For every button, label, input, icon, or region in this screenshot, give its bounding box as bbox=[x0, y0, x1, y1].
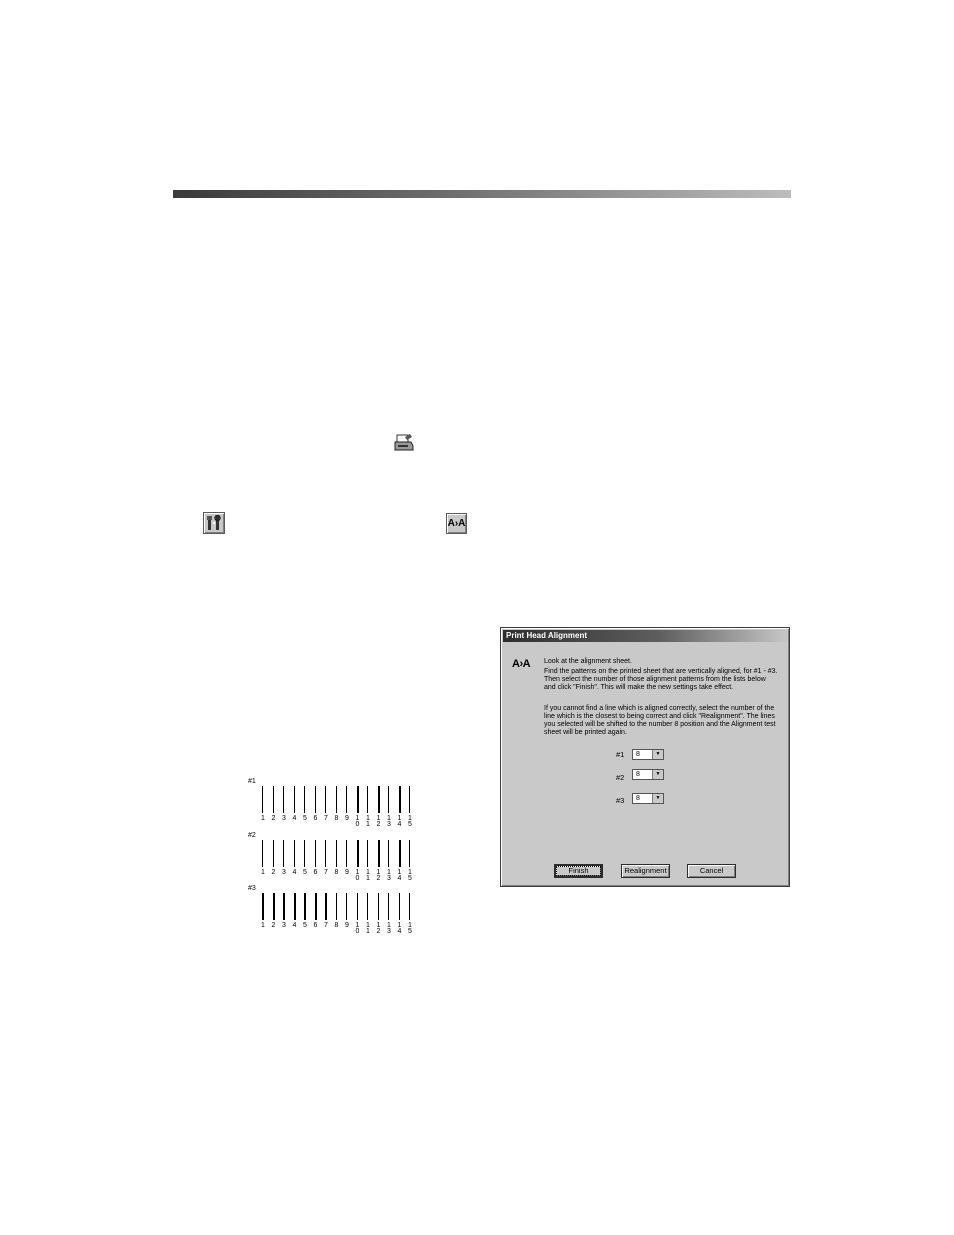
pattern-number: 7 bbox=[324, 815, 328, 822]
pattern-number: 1 bbox=[408, 922, 412, 929]
pattern-number: 1 bbox=[366, 922, 370, 929]
pattern-number: 4 bbox=[292, 922, 297, 929]
pattern-number: 1 bbox=[261, 869, 265, 876]
pattern-number: 0 bbox=[355, 875, 360, 882]
alignment-pattern-line bbox=[409, 893, 410, 920]
pattern-group-label: #3 bbox=[248, 885, 256, 892]
alignment-pattern-line bbox=[336, 893, 337, 920]
select-value-1: 8 bbox=[636, 751, 640, 758]
instruction-line-1: Look at the alignment sheet. bbox=[544, 658, 632, 665]
alignment-pattern-line bbox=[315, 840, 316, 867]
alignment-pattern-line bbox=[388, 786, 389, 813]
chevron-down-icon[interactable]: ▼ bbox=[652, 794, 663, 803]
alignment-pattern-line bbox=[325, 786, 326, 813]
alignment-pattern-line bbox=[273, 893, 275, 920]
printer-icon bbox=[394, 434, 414, 452]
pattern-number: 8 bbox=[334, 922, 339, 929]
alignment-pattern-line bbox=[388, 893, 389, 920]
pattern-number: 1 bbox=[376, 869, 381, 876]
pattern-number: 5 bbox=[303, 869, 307, 876]
pattern-number: 2 bbox=[376, 928, 381, 935]
alignment-pattern-line bbox=[378, 786, 380, 813]
pattern-number: 4 bbox=[397, 928, 402, 935]
alignment-pattern-line bbox=[399, 840, 401, 867]
alignment-pattern-line bbox=[294, 893, 296, 920]
pattern-number: 1 bbox=[261, 815, 265, 822]
alignment-pattern-line bbox=[399, 786, 401, 813]
alignment-pattern-line bbox=[336, 786, 337, 813]
select-label-3: #3 bbox=[616, 796, 625, 805]
alignment-logo-icon: A›A bbox=[512, 658, 531, 670]
select-value-3: 8 bbox=[636, 795, 640, 802]
pattern-number: 1 bbox=[355, 922, 360, 929]
alignment-pattern-line bbox=[304, 893, 306, 920]
alignment-pattern-line bbox=[325, 893, 327, 920]
print-head-alignment-dialog bbox=[500, 627, 790, 887]
pattern-number: 5 bbox=[408, 875, 412, 882]
alignment-pattern-line bbox=[262, 786, 263, 813]
alignment-pattern-line bbox=[304, 840, 305, 867]
alignment-pattern-line bbox=[378, 893, 379, 920]
chevron-down-icon[interactable]: ▼ bbox=[652, 750, 663, 759]
alignment-pattern-line bbox=[367, 786, 368, 813]
alignment-pattern-line bbox=[336, 840, 337, 867]
chevron-down-icon[interactable]: ▼ bbox=[652, 770, 663, 779]
alignment-pattern-line bbox=[262, 893, 264, 920]
pattern-number: 3 bbox=[387, 821, 391, 828]
dialog-title: Print Head Alignment bbox=[503, 630, 787, 642]
alignment-sheet-illustration bbox=[244, 776, 424, 941]
alignment-pattern-line bbox=[388, 840, 389, 867]
pattern-number: 5 bbox=[408, 821, 412, 828]
alignment-pattern-line bbox=[399, 893, 400, 920]
instruction-paragraph-3: If you cannot find a line which is aligned correctly, select the number of the line which is the closest to being correct and click "Realignment". The lines you selected will be shifted to the number 8 position and the Alignment test sheet will be printed again. bbox=[544, 705, 776, 736]
pattern-group-label: #1 bbox=[248, 778, 256, 785]
pattern-number: 4 bbox=[292, 869, 297, 876]
alignment-pattern-line bbox=[273, 786, 274, 813]
pattern-number: 1 bbox=[366, 815, 370, 822]
section-header-rule bbox=[173, 190, 791, 198]
realignment-button[interactable]: Realignment bbox=[621, 864, 670, 878]
pattern-group-label: #2 bbox=[248, 832, 256, 839]
pattern-number: 7 bbox=[324, 922, 328, 929]
alignment-select-2[interactable] bbox=[632, 769, 664, 780]
alignment-pattern-line bbox=[378, 840, 380, 867]
pattern-number: 1 bbox=[408, 815, 412, 822]
alignment-pattern-line bbox=[315, 786, 316, 813]
alignment-pattern-line bbox=[346, 786, 347, 813]
alignment-pattern-line bbox=[262, 840, 263, 867]
print-head-alignment-icon: A›A bbox=[446, 513, 467, 534]
alignment-pattern-line bbox=[346, 840, 347, 867]
select-value-2: 8 bbox=[636, 771, 640, 778]
alignment-pattern-line bbox=[409, 840, 410, 867]
pattern-number: 1 bbox=[355, 815, 360, 822]
alignment-pattern-line bbox=[315, 893, 317, 920]
pattern-number: 6 bbox=[313, 922, 318, 929]
pattern-number: 1 bbox=[366, 869, 370, 876]
pattern-number: 4 bbox=[397, 821, 402, 828]
finish-button[interactable]: Finish bbox=[554, 864, 603, 878]
pattern-number: 9 bbox=[345, 922, 349, 929]
pattern-number: 1 bbox=[387, 815, 391, 822]
pattern-number: 6 bbox=[313, 869, 318, 876]
pattern-number: 2 bbox=[271, 869, 276, 876]
pattern-number: 1 bbox=[397, 869, 402, 876]
pattern-number: 0 bbox=[355, 821, 360, 828]
alignment-pattern-line bbox=[357, 893, 358, 920]
alignment-pattern-line bbox=[273, 840, 274, 867]
select-label-2: #2 bbox=[616, 773, 625, 782]
pattern-number: 4 bbox=[292, 815, 297, 822]
pattern-number: 1 bbox=[376, 815, 381, 822]
pattern-number: 9 bbox=[345, 815, 349, 822]
pattern-number: 1 bbox=[366, 821, 370, 828]
pattern-number: 4 bbox=[397, 875, 402, 882]
pattern-number: 2 bbox=[376, 821, 381, 828]
instruction-paragraph-2: Find the patterns on the printed sheet that are vertically aligned, for #1 - #3. Then select the number of those alignment patterns from the lists below and click "Finish". This will make the new settings take effect. bbox=[544, 668, 778, 691]
pattern-number: 2 bbox=[271, 815, 276, 822]
pattern-number: 3 bbox=[387, 875, 391, 882]
pattern-number: 1 bbox=[366, 928, 370, 935]
pattern-number: 1 bbox=[261, 922, 265, 929]
select-label-1: #1 bbox=[616, 750, 625, 759]
pattern-number: 2 bbox=[271, 922, 276, 929]
pattern-number: 1 bbox=[355, 869, 360, 876]
pattern-number: 0 bbox=[355, 928, 360, 935]
alignment-pattern-line bbox=[346, 893, 347, 920]
alignment-pattern-line bbox=[283, 893, 285, 920]
pattern-number: 3 bbox=[282, 815, 286, 822]
alignment-select-3[interactable] bbox=[632, 793, 664, 804]
alignment-pattern-line bbox=[283, 840, 284, 867]
pattern-number: 1 bbox=[397, 922, 402, 929]
pattern-number: 1 bbox=[387, 922, 391, 929]
pattern-number: 5 bbox=[303, 922, 307, 929]
cancel-button[interactable]: Cancel bbox=[687, 864, 736, 878]
pattern-number: 5 bbox=[408, 928, 412, 935]
pattern-number: 1 bbox=[397, 815, 402, 822]
pattern-number: 8 bbox=[334, 869, 339, 876]
alignment-pattern-line bbox=[294, 786, 295, 813]
pattern-number: 6 bbox=[313, 815, 318, 822]
pattern-number: 1 bbox=[366, 875, 370, 882]
alignment-pattern-line bbox=[367, 840, 368, 867]
wrench-screwdriver-icon bbox=[203, 512, 225, 534]
alignment-pattern-line bbox=[283, 786, 284, 813]
pattern-number: 1 bbox=[408, 869, 412, 876]
alignment-pattern-line bbox=[304, 786, 305, 813]
alignment-pattern-line bbox=[357, 786, 359, 813]
pattern-number: 3 bbox=[282, 922, 286, 929]
pattern-number: 8 bbox=[334, 815, 339, 822]
alignment-pattern-line bbox=[294, 840, 295, 867]
pattern-number: 1 bbox=[387, 869, 391, 876]
pattern-number: 9 bbox=[345, 869, 349, 876]
alignment-select-1[interactable] bbox=[632, 749, 664, 760]
pattern-number: 3 bbox=[282, 869, 286, 876]
pattern-number: 3 bbox=[387, 928, 391, 935]
alignment-pattern-line bbox=[367, 893, 368, 920]
alignment-pattern-line bbox=[357, 840, 359, 867]
alignment-pattern-line bbox=[325, 840, 326, 867]
pattern-number: 2 bbox=[376, 875, 381, 882]
alignment-pattern-line bbox=[409, 786, 410, 813]
pattern-number: 1 bbox=[376, 922, 381, 929]
pattern-number: 7 bbox=[324, 869, 328, 876]
pattern-number: 5 bbox=[303, 815, 307, 822]
